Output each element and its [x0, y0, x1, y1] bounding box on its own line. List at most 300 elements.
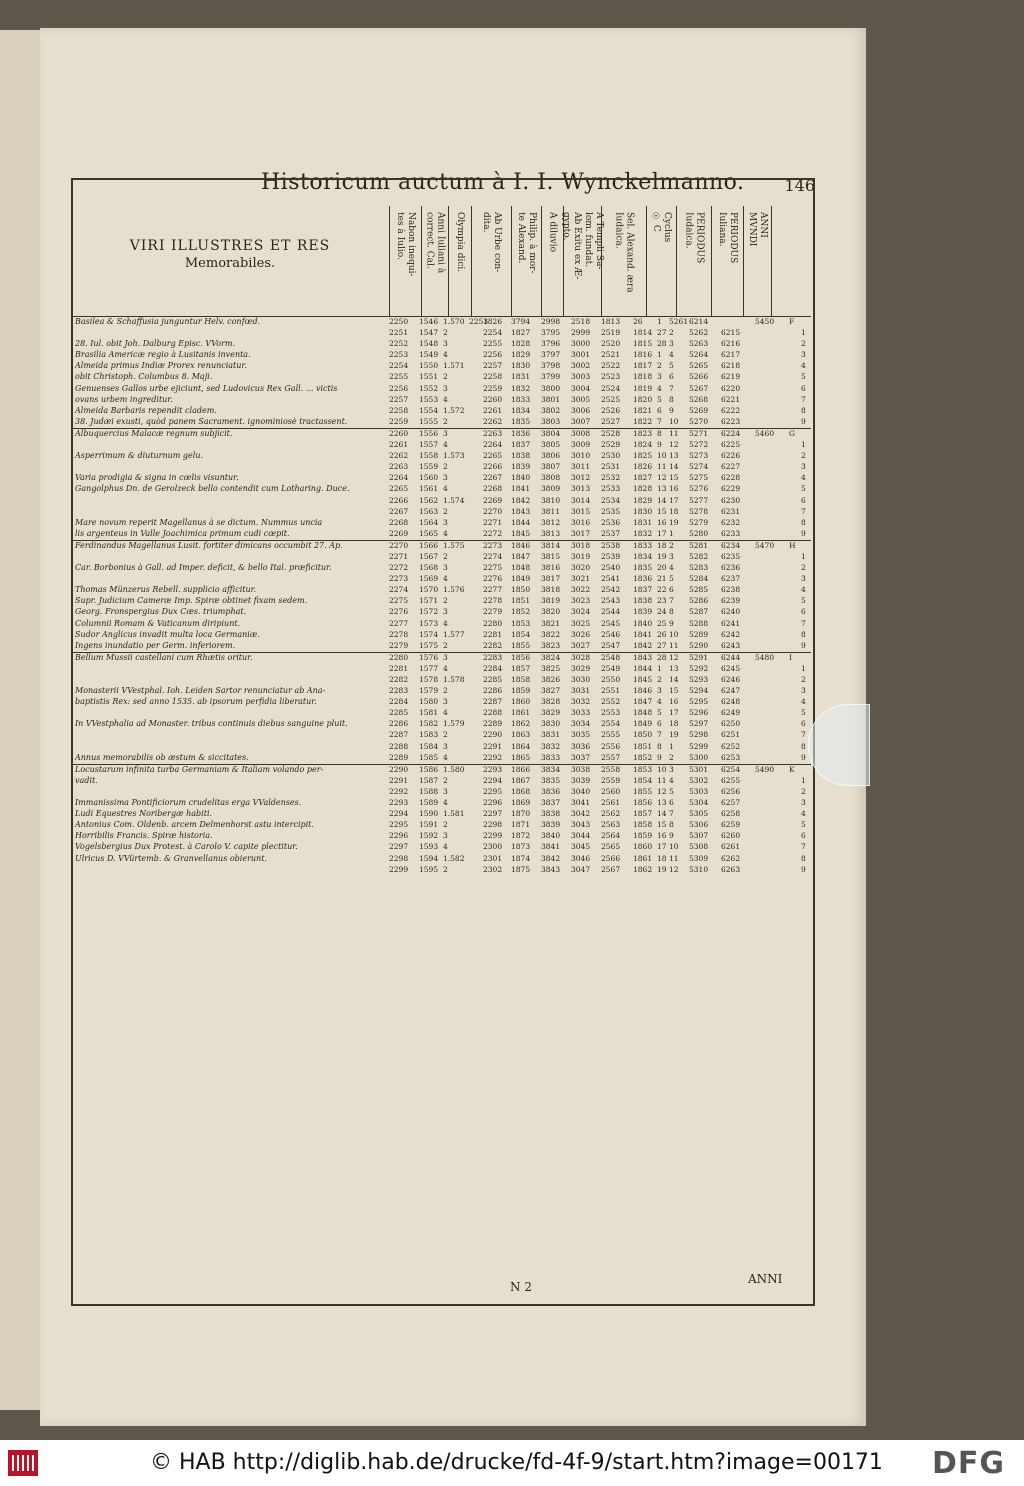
year-cell: 1573 — [419, 618, 439, 628]
year-cell: 2302 — [483, 864, 503, 874]
year-cell: 2269 — [389, 528, 409, 538]
table-row — [71, 708, 811, 719]
year-cell: 1871 — [511, 820, 531, 830]
year-cell: 1815 — [633, 339, 653, 349]
year-cell: 6229 — [721, 484, 741, 494]
year-cell: 4 — [669, 563, 674, 573]
event-text: Immanissima Pontificiorum crudelitas erga VValdenses. — [75, 798, 302, 808]
year-cell: 1847 — [633, 697, 653, 707]
year-cell: 2543 — [601, 596, 621, 606]
year-cell: 2535 — [601, 506, 621, 516]
year-cell: 2275 — [483, 563, 503, 573]
table-row — [71, 865, 811, 876]
year-cell: 3033 — [571, 708, 591, 718]
year-cell: 2536 — [601, 517, 621, 527]
column-header-label: PERIODUS Iuliana. — [717, 212, 738, 264]
table-row — [71, 328, 811, 339]
year-cell: 1859 — [511, 686, 531, 696]
year-cell: 3805 — [541, 440, 561, 450]
year-cell: 2529 — [601, 440, 621, 450]
description-subtitle: Memorabiles. — [184, 256, 276, 271]
table-row — [71, 496, 811, 507]
year-cell: 1846 — [511, 540, 531, 550]
year-cell: 3804 — [541, 428, 561, 438]
year-values — [389, 552, 811, 563]
year-cell: 3810 — [541, 495, 561, 505]
year-cell: 2273 — [389, 574, 409, 584]
year-cell: 1.581 — [443, 809, 465, 819]
year-cell: 1849 — [633, 719, 653, 729]
year-cell: 1836 — [633, 574, 653, 584]
year-cell: 15 — [657, 820, 667, 830]
table-row — [71, 719, 811, 730]
year-cell: 5268 — [689, 394, 709, 404]
year-cell: 24 — [657, 607, 667, 617]
year-values — [389, 630, 811, 641]
year-cell: 3840 — [541, 831, 561, 841]
year-cell: 4 — [443, 440, 448, 450]
year-cell: 6220 — [721, 383, 741, 393]
table-row — [71, 428, 811, 440]
year-values — [389, 776, 811, 787]
year-cell: 6219 — [721, 372, 741, 382]
column-header — [421, 206, 449, 316]
year-cell: 1860 — [633, 842, 653, 852]
year-cell: 15 — [669, 686, 679, 696]
year-cell: 6237 — [721, 574, 741, 584]
year-cell: 2275 — [389, 596, 409, 606]
table-row — [71, 675, 811, 686]
year-cell: 1843 — [511, 506, 531, 516]
year-cell: 6226 — [721, 451, 741, 461]
year-cell: 2298 — [483, 820, 503, 830]
year-cell: 4 — [443, 798, 448, 808]
year-cell: 1854 — [511, 629, 531, 639]
year-cell: 2262 — [483, 416, 503, 426]
year-cell: 2300 — [483, 842, 503, 852]
year-cell: 1821 — [633, 405, 653, 415]
year-cell: 1826 — [633, 462, 653, 472]
year-cell: 5293 — [689, 675, 709, 684]
year-cell: 5264 — [689, 350, 709, 360]
year-cell: 1578 — [419, 675, 439, 684]
year-cell: 1581 — [419, 708, 439, 718]
year-cell: 2 — [443, 864, 448, 874]
running-title: Historicum auctum à I. I. Wynckelmanno. — [261, 170, 745, 195]
year-cell: 3001 — [571, 350, 591, 360]
year-cell: 2260 — [483, 394, 503, 404]
year-cell: 1584 — [419, 741, 439, 751]
year-cell: 2267 — [389, 506, 409, 516]
event-text: vadit. — [75, 775, 98, 785]
year-cell: 3020 — [571, 563, 591, 573]
year-cell: 3006 — [571, 405, 591, 415]
year-cell: 2266 — [389, 495, 409, 505]
table-row — [71, 372, 811, 383]
year-cell: 2521 — [601, 350, 621, 360]
year-cell: 11 — [657, 462, 667, 472]
year-cell: 1.571 — [443, 361, 465, 371]
signature-mark: N 2 — [510, 1280, 532, 1294]
year-cell: 1826 — [483, 317, 503, 326]
year-cell: 9 — [657, 752, 662, 762]
year-cell: 2 — [443, 730, 448, 740]
year-cell: 2 — [443, 506, 448, 516]
year-values — [389, 708, 811, 719]
year-cell: 2277 — [389, 618, 409, 628]
year-values — [389, 730, 811, 741]
year-cell: 1829 — [511, 350, 531, 360]
year-values — [389, 429, 811, 440]
year-cell: 2257 — [483, 361, 503, 371]
year-cell: 5277 — [689, 495, 709, 505]
year-cell: 5 — [669, 786, 674, 796]
year-cell: 5261 — [669, 317, 689, 326]
year-cell: 1 — [657, 317, 662, 326]
section-letter: H — [789, 540, 796, 550]
year-index: 5 — [801, 820, 806, 830]
table-row — [71, 820, 811, 831]
year-cell: 1576 — [419, 652, 439, 662]
year-cell: 5282 — [689, 551, 709, 561]
year-cell: 11 — [657, 775, 667, 785]
year-values — [389, 719, 811, 730]
event-text: Vogelsbergius Dux Protest. à Carolo V. capite plectitur. — [75, 842, 298, 852]
year-cell: 3796 — [541, 339, 561, 349]
year-cell: 1841 — [511, 484, 531, 494]
column-header-label: A Templi Sa- lom. fundat. Ab Exitu ex Æ- gypto. — [561, 212, 604, 280]
year-cell: 2276 — [483, 574, 503, 584]
event-text: Albuquercius Malacæ regnum subjicit. — [75, 428, 233, 438]
year-cell: 8 — [669, 394, 674, 404]
year-cell: 3 — [443, 517, 448, 527]
event-text: Almeida Barbaris rependit cladem. — [75, 405, 217, 415]
year-cell: 2 — [443, 686, 448, 696]
year-index: 3 — [801, 686, 806, 696]
year-cell: 3023 — [571, 596, 591, 606]
event-text: Annus memorabilis ob æstum & siccitates. — [75, 752, 249, 762]
year-cell: 3843 — [541, 864, 561, 874]
year-cell: 2530 — [601, 451, 621, 461]
year-index: 1 — [801, 440, 806, 450]
year-cell: 3024 — [571, 607, 591, 617]
year-cell: 6225 — [721, 440, 741, 450]
year-cell: 3039 — [571, 775, 591, 785]
year-cell: 2539 — [601, 551, 621, 561]
column-header — [711, 206, 744, 316]
year-cell: 2551 — [601, 686, 621, 696]
year-cell: 5 — [657, 708, 662, 718]
year-values — [389, 451, 811, 462]
year-cell: 3031 — [571, 686, 591, 696]
year-cell: 1857 — [633, 809, 653, 819]
year-cell: 26 — [657, 629, 667, 639]
year-cell: 1861 — [511, 708, 531, 718]
event-text: obit Christoph. Columbus 8. Maji. — [75, 372, 213, 382]
year-cell: 3832 — [541, 741, 561, 751]
year-cell: 2537 — [601, 528, 621, 538]
year-cell: 2295 — [483, 786, 503, 796]
year-cell: 2263 — [389, 462, 409, 472]
year-cell: 1867 — [511, 775, 531, 785]
chronology-table — [71, 317, 811, 876]
year-cell: 2268 — [483, 484, 503, 494]
year-cell: 1834 — [633, 551, 653, 561]
year-cell: 3004 — [571, 383, 591, 393]
year-cell: 5263 — [689, 339, 709, 349]
year-cell: 2563 — [601, 820, 621, 830]
year-index: 9 — [801, 528, 806, 538]
event-text: Ferdinandus Magellanus Lusit. fortiter dimicans occumbit 27. Ap. — [75, 540, 343, 550]
event-text: In VVestphalia ad Monaster. tribus continuis diebus sanguine pluit. — [75, 719, 348, 729]
year-cell: 3828 — [541, 697, 561, 707]
year-cell: 2279 — [389, 640, 409, 650]
year-cell: 6221 — [721, 394, 741, 404]
year-cell: 1829 — [633, 495, 653, 505]
year-values — [389, 484, 811, 495]
year-cell: 5300 — [689, 752, 709, 762]
year-cell: 2277 — [483, 585, 503, 595]
year-cell: 1819 — [633, 383, 653, 393]
year-cell: 3034 — [571, 719, 591, 729]
year-cell: 25 — [657, 618, 667, 628]
year-cell: 3834 — [541, 764, 561, 774]
year-cell: 3045 — [571, 842, 591, 852]
year-values — [389, 787, 811, 798]
year-cell: 3027 — [571, 640, 591, 650]
year-cell: 1837 — [633, 585, 653, 595]
table-row — [71, 406, 811, 417]
year-cell: 3017 — [571, 528, 591, 538]
year-cell: 5273 — [689, 451, 709, 461]
year-cell: 15 — [657, 506, 667, 516]
table-row — [71, 764, 811, 776]
year-values — [389, 361, 811, 372]
year-index: 7 — [801, 506, 806, 516]
event-text: Varia prodigia & signa in cœlis visuntur. — [75, 473, 239, 483]
year-index: 2 — [801, 563, 806, 573]
year-cell: 6239 — [721, 596, 741, 606]
year-cell: 3047 — [571, 864, 591, 874]
year-cell: 3821 — [541, 618, 561, 628]
year-cell: 2265 — [389, 484, 409, 494]
year-cell: 3010 — [571, 451, 591, 461]
year-values — [389, 518, 811, 529]
year-cell: 6261 — [721, 842, 741, 852]
year-cell: 3042 — [571, 809, 591, 819]
year-cell: 3839 — [541, 820, 561, 830]
year-index: 7 — [801, 730, 806, 740]
table-row — [71, 350, 811, 361]
event-text: Ulricus D. VVürtemb. & Granvellanus obierunt. — [75, 853, 267, 863]
section-letter: K — [789, 764, 795, 774]
catchword: ANNI — [748, 1272, 783, 1286]
year-cell: 18 — [657, 853, 667, 863]
year-cell: 2274 — [483, 551, 503, 561]
table-row — [71, 787, 811, 798]
year-cell: 2257 — [389, 394, 409, 404]
year-values — [389, 328, 811, 339]
decade-marker: 5480 — [755, 652, 775, 662]
year-cell: 6259 — [721, 820, 741, 830]
year-values — [389, 798, 811, 809]
year-cell: 2566 — [601, 853, 621, 863]
year-cell: 2 — [443, 372, 448, 382]
year-cell: 1.582 — [443, 853, 465, 863]
year-cell: 1851 — [633, 741, 653, 751]
year-cell: 2255 — [389, 372, 409, 382]
year-cell: 1842 — [633, 640, 653, 650]
table-row — [71, 630, 811, 641]
year-cell: 3813 — [541, 528, 561, 538]
year-index: 2 — [801, 675, 806, 684]
year-values — [389, 462, 811, 473]
table-row — [71, 529, 811, 540]
year-cell: 2258 — [483, 372, 503, 382]
year-cell: 2 — [443, 551, 448, 561]
year-cell: 2287 — [483, 697, 503, 707]
hab-logo-icon — [8, 1450, 38, 1476]
year-values — [389, 686, 811, 697]
table-row — [71, 440, 811, 451]
year-cell: 1564 — [419, 517, 439, 527]
year-cell: 5274 — [689, 462, 709, 472]
year-cell: 3 — [669, 551, 674, 561]
year-values — [389, 607, 811, 618]
year-values — [389, 541, 811, 552]
year-cell: 1843 — [633, 652, 653, 662]
year-cell: 2559 — [601, 775, 621, 785]
year-cell: 2254 — [389, 361, 409, 371]
table-row — [71, 552, 811, 563]
year-cell: 1566 — [419, 540, 439, 550]
table-row — [71, 697, 811, 708]
year-cell: 1827 — [511, 328, 531, 338]
year-cell: 12 — [657, 786, 667, 796]
year-cell: 2556 — [601, 741, 621, 751]
year-cell: 3043 — [571, 820, 591, 830]
year-cell: 16 — [657, 831, 667, 841]
year-cell: 1552 — [419, 383, 439, 393]
year-cell: 18 — [669, 719, 679, 729]
year-cell: 2261 — [389, 440, 409, 450]
year-cell: 3 — [443, 741, 448, 751]
year-cell: 6252 — [721, 741, 741, 751]
column-headers — [71, 206, 811, 317]
year-cell: 3 — [443, 473, 448, 483]
event-text: Antonius Com. Oldenb. arcem Delmenhorst astu intercipit. — [75, 820, 314, 830]
year-cell: 17 — [657, 528, 667, 538]
year-cell: 2296 — [483, 798, 503, 808]
year-cell: 2290 — [389, 764, 409, 774]
description-column-header — [71, 206, 390, 316]
year-cell: 4 — [443, 618, 448, 628]
year-cell: 1591 — [419, 820, 439, 830]
year-index: 1 — [801, 775, 806, 785]
year-cell: 6 — [669, 798, 674, 808]
year-cell: 1550 — [419, 361, 439, 371]
year-cell: 3829 — [541, 708, 561, 718]
year-values — [389, 675, 811, 686]
year-cell: 1577 — [419, 663, 439, 673]
year-cell: 1555 — [419, 416, 439, 426]
year-cell: 1838 — [511, 451, 531, 461]
year-index: 6 — [801, 383, 806, 393]
year-cell: 9 — [669, 618, 674, 628]
year-cell: 2562 — [601, 809, 621, 819]
year-cell: 10 — [657, 764, 667, 774]
year-cell: 1 — [669, 528, 674, 538]
year-cell: 1825 — [633, 451, 653, 461]
year-values — [389, 854, 811, 865]
year-cell: 5298 — [689, 730, 709, 740]
year-cell: 6242 — [721, 629, 741, 639]
year-values — [389, 473, 811, 484]
year-cell: 1.573 — [443, 451, 465, 461]
year-cell: 3794 — [511, 317, 531, 326]
year-cell: 3003 — [571, 372, 591, 382]
column-header — [511, 206, 542, 316]
year-cell: 4 — [443, 663, 448, 673]
year-cell: 3836 — [541, 786, 561, 796]
table-row — [71, 596, 811, 607]
year-cell: 3011 — [571, 462, 591, 472]
year-cell: 3 — [443, 607, 448, 617]
year-cell: 1832 — [511, 383, 531, 393]
year-cell: 1548 — [419, 339, 439, 349]
year-cell: 9 — [669, 405, 674, 415]
year-cell: 1587 — [419, 775, 439, 785]
year-cell: 3806 — [541, 451, 561, 461]
year-cell: 3 — [443, 786, 448, 796]
year-cell: 6238 — [721, 585, 741, 595]
year-cell: 2261 — [483, 405, 503, 415]
year-cell: 2538 — [601, 540, 621, 550]
year-cell: 6254 — [721, 764, 741, 774]
year-cell: 28 — [657, 652, 667, 662]
year-cell: 1.577 — [443, 629, 465, 639]
year-cell: 1845 — [511, 528, 531, 538]
year-cell: 3036 — [571, 741, 591, 751]
year-cell: 3812 — [541, 517, 561, 527]
year-cell: 16 — [669, 484, 679, 494]
event-text: Ingens inundatio per Germ. inferiorem. — [75, 640, 236, 650]
year-cell: 1855 — [633, 786, 653, 796]
year-cell: 2292 — [389, 786, 409, 796]
year-cell: 6 — [657, 405, 662, 415]
year-cell: 2545 — [601, 618, 621, 628]
year-cell: 2284 — [389, 697, 409, 707]
year-cell: 11 — [669, 640, 679, 650]
event-text: 28. Iul. obit Joh. Dalburg Episc. VVorm. — [75, 339, 236, 349]
year-cell: 5291 — [689, 652, 709, 662]
year-cell: 1874 — [511, 853, 531, 863]
year-cell: 1 — [657, 663, 662, 673]
year-cell: 14 — [669, 675, 679, 684]
column-header-label: Olympia dici. — [455, 212, 465, 273]
table-row — [71, 664, 811, 675]
copyright-url[interactable]: © HAB http://diglib.hab.de/drucke/fd-4f-9/start.htm?image=00171 — [150, 1450, 883, 1475]
year-index: 3 — [801, 574, 806, 584]
year-cell: 4 — [443, 350, 448, 360]
year-cell: 1831 — [633, 517, 653, 527]
table-row — [71, 798, 811, 809]
year-index: 6 — [801, 831, 806, 841]
year-cell: 2 — [443, 775, 448, 785]
event-text: ovans urbem ingreditur. — [75, 394, 173, 404]
event-text: baptistis Rex: sed anno 1535. ab ipsorum perfidia liberatur. — [75, 697, 317, 707]
year-cell: 2282 — [483, 640, 503, 650]
